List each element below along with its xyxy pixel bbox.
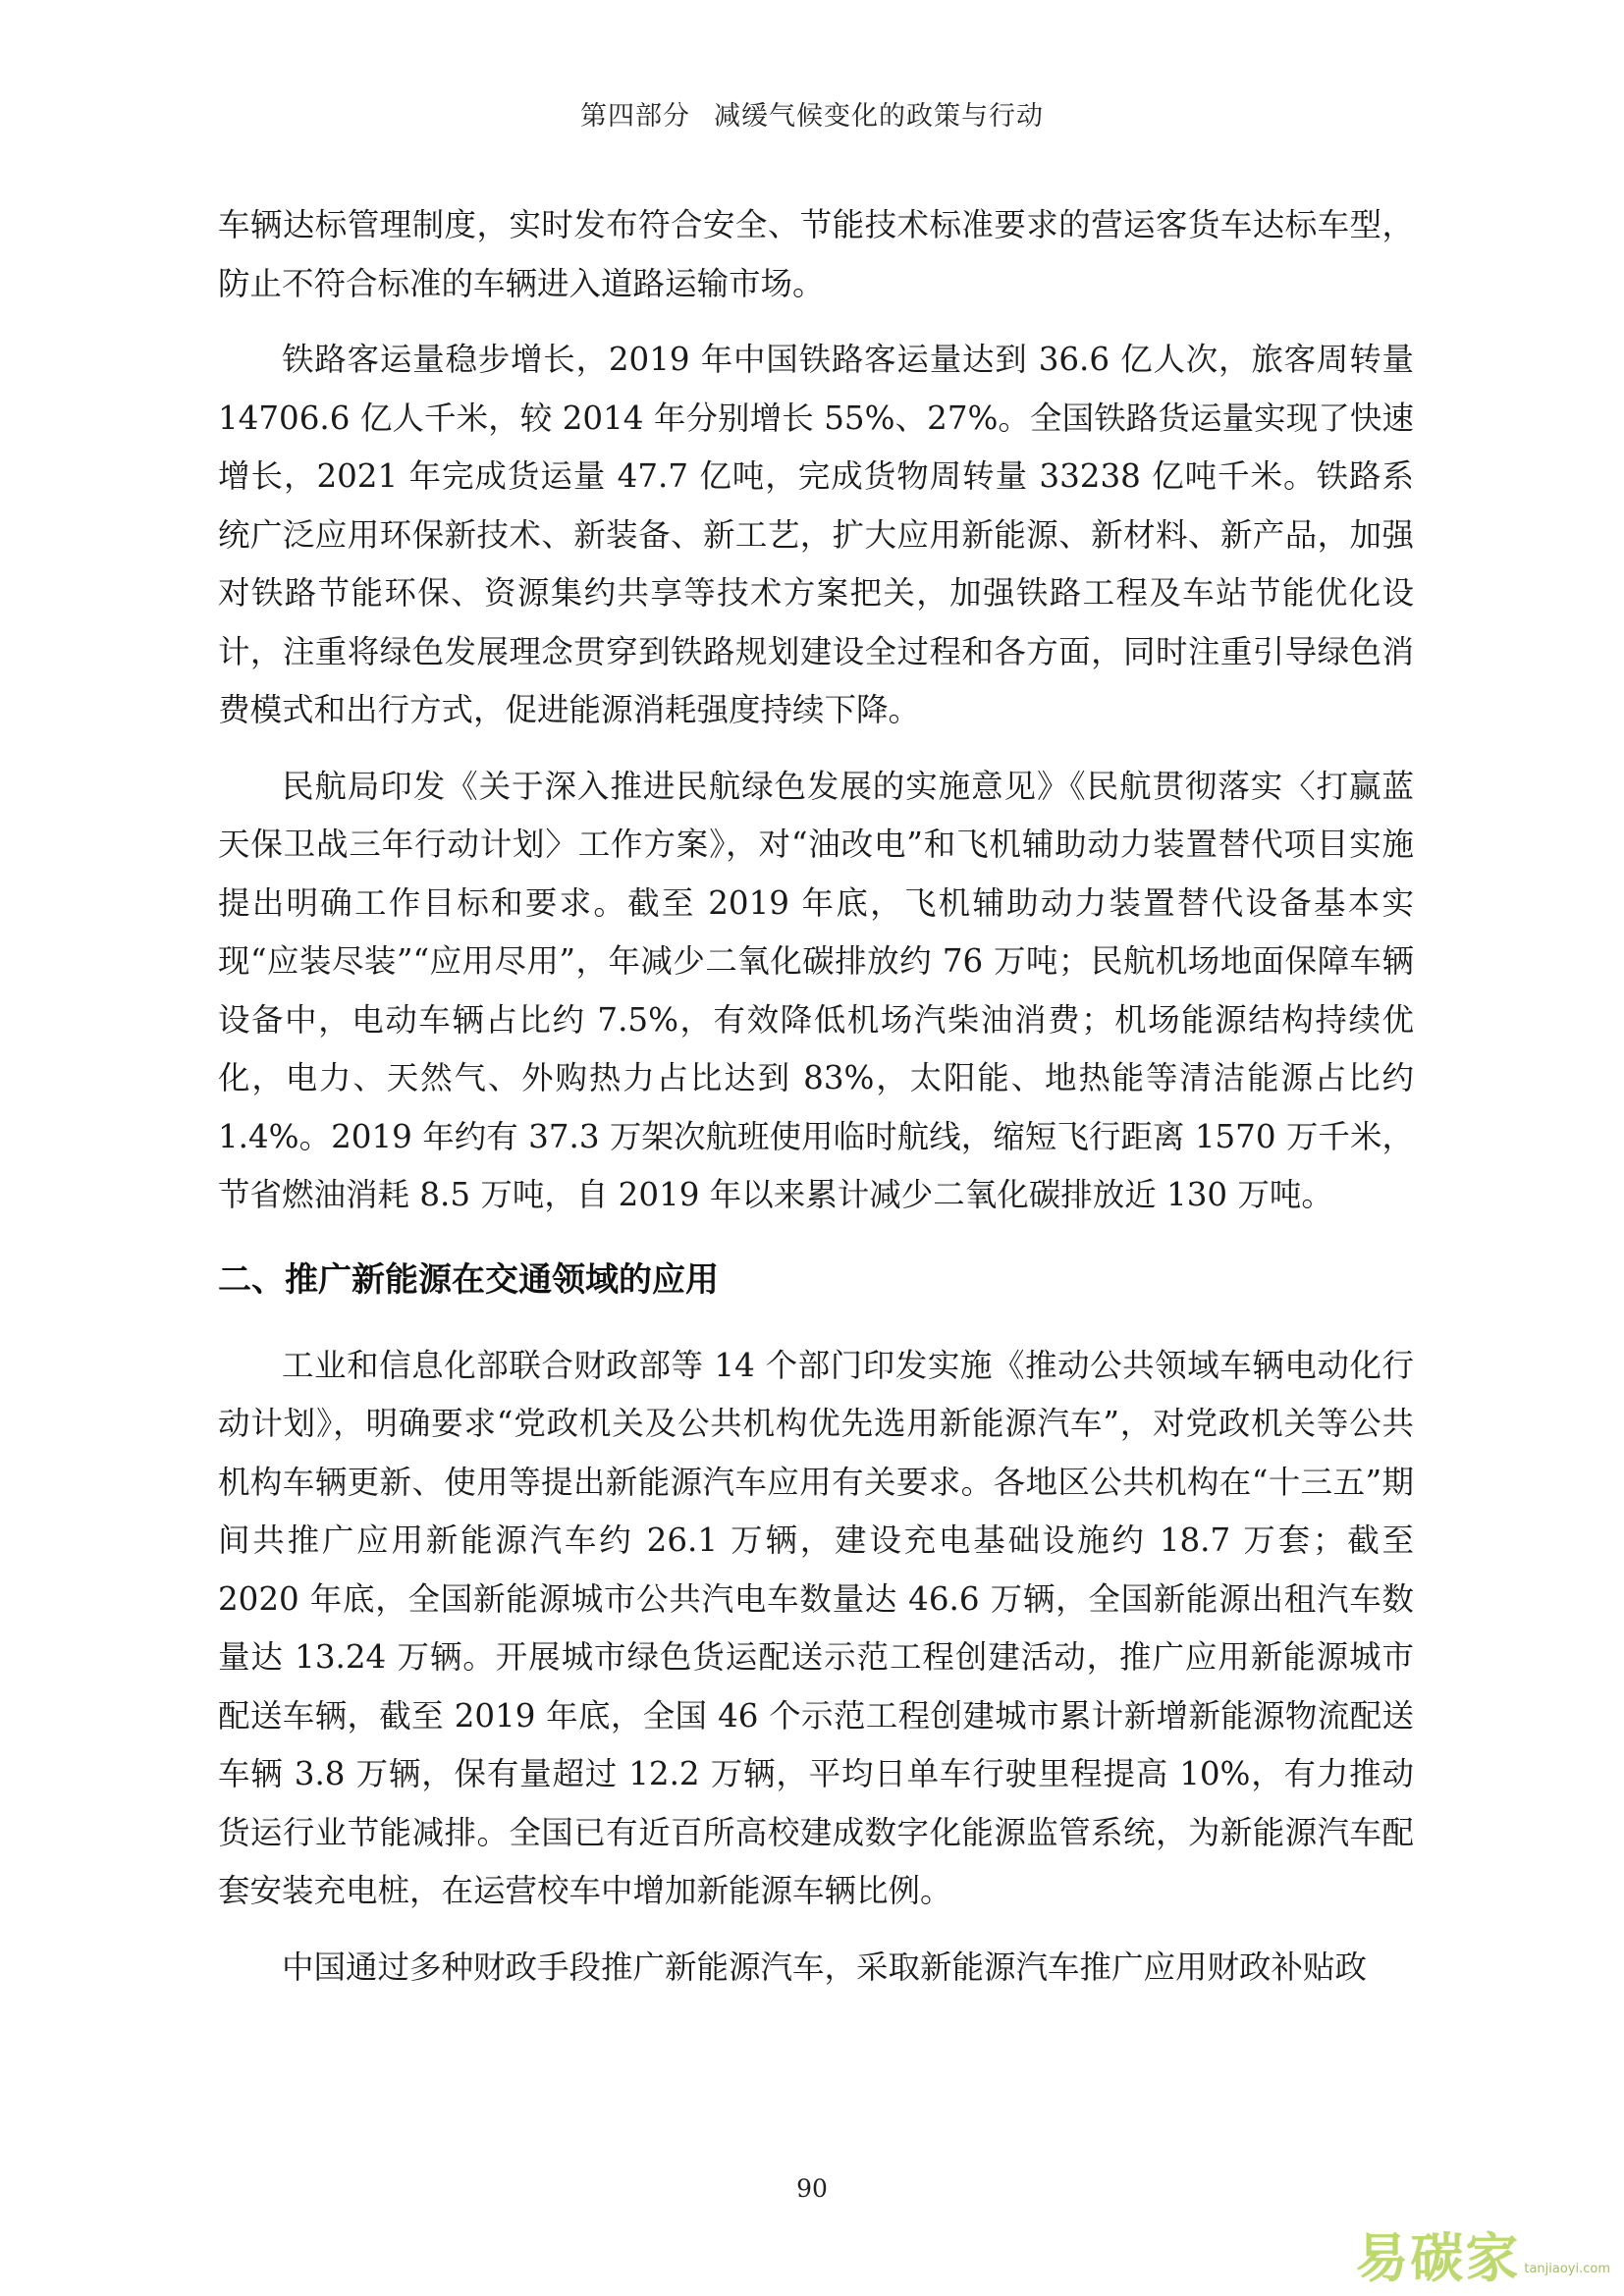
watermark-main-text: 易碳家 (1355, 2227, 1521, 2289)
paragraph-new-energy-vehicles: 工业和信息化部联合财政部等 14 个部门印发实施《推动公共领域车辆电动化行动计划》，明确要求“党政机关及公共机构优先选用新能源汽车”，对党政机关等公共机构车辆更新、使用等提出新能源汽车应用有关要求。各地区公共机构在“十三五”期间共推广应用新能源汽车约 26.1 万辆，建设充电基础设施约 18.7 万套；截至 2020 年底，全国新能源城市公共汽电车数量达 46.6 万辆，全国新能源出租汽车数量达 13.24 万辆。开展城市绿色货运配送示范工程创建活动，推广应用新能源城市配送车辆，截至 2019 年底，全国 46 个示范工程创建城市累计新增新能源物流配送车辆 3.8 万辆，保有量超过 12.2 万辆，平均日单车行驶里程提高 10%，有力推动货运行业节能减排。全国已有近百所高校建成数字化能源监管系统，为新能源汽车配套安装充电桩，在运营校车中增加新能源车辆比例。 (218, 1346, 1414, 1909)
header-part: 第四部分 (580, 101, 690, 132)
running-header (0, 94, 1624, 133)
header-title: 减缓气候变化的政策与行动 (714, 101, 1044, 132)
paragraph-aviation: 民航局印发《关于深入推进民航绿色发展的实施意见》《民航贯彻落实〈打赢蓝天保卫战三年行动计划〉工作方案》，对“油改电”和飞机辅助动力装置替代项目实施提出明确工作目标和要求。截至 2019 年底，飞机辅助动力装置替代设备基本实现“应装尽装”“应用尽用”，年减少二氧化碳排放约 76 万吨；民航机场地面保障车辆设备中，电动车辆占比约 7.5%，有效降低机场汽柴油消费；机场能源结构持续优化，电力、天然气、外购热力占比达到 83%，太阳能、地热能等清洁能源占比约 1.4%。2019 年约有 37.3 万架次航班使用临时航线，缩短飞行距离 1570 万千米，节省燃油消耗 8.5 万吨，自 2019 年以来累计减少二氧化碳排放近 130 万吨。 (218, 767, 1414, 1213)
watermark-sub-text: tanjiaoyi.com (1524, 2262, 1610, 2276)
paragraph-continuation: 车辆达标管理制度，实时发布符合安全、节能技术标准要求的营运客货车达标车型，防止不符合标准的车辆进入道路运输市场。 (218, 206, 1414, 302)
paragraph-fiscal-measures: 中国通过多种财政手段推广新能源汽车，采取新能源汽车推广应用财政补贴政 (282, 1948, 1368, 1986)
paragraph-railway: 铁路客运量稳步增长，2019 年中国铁路客运量达到 36.6 亿人次，旅客周转量 14706.6 亿人千米，较 2014 年分别增长 55%、27%。全国铁路货运量实现了快速增长，2021 年完成货运量 47.7 亿吨，完成货物周转量 33238 亿吨千米。铁路系统广泛应用环保新技术、新装备、新工艺，扩大应用新能源、新材料、新产品，加强对铁路节能环保、资源集约共享等技术方案把关，加强铁路工程及车站节能优化设计，注重将绿色发展理念贯穿到铁路规划建设全过程和各方面，同时注重引导绿色消费模式和出行方式，促进能源消耗强度持续下降。 (218, 341, 1414, 728)
page-content (218, 196, 1414, 2014)
watermark-logo (1355, 2229, 1610, 2288)
page-number: 90 (796, 2174, 828, 2203)
section-heading: 二、推广新能源在交通领域的应用 (218, 1259, 719, 1300)
